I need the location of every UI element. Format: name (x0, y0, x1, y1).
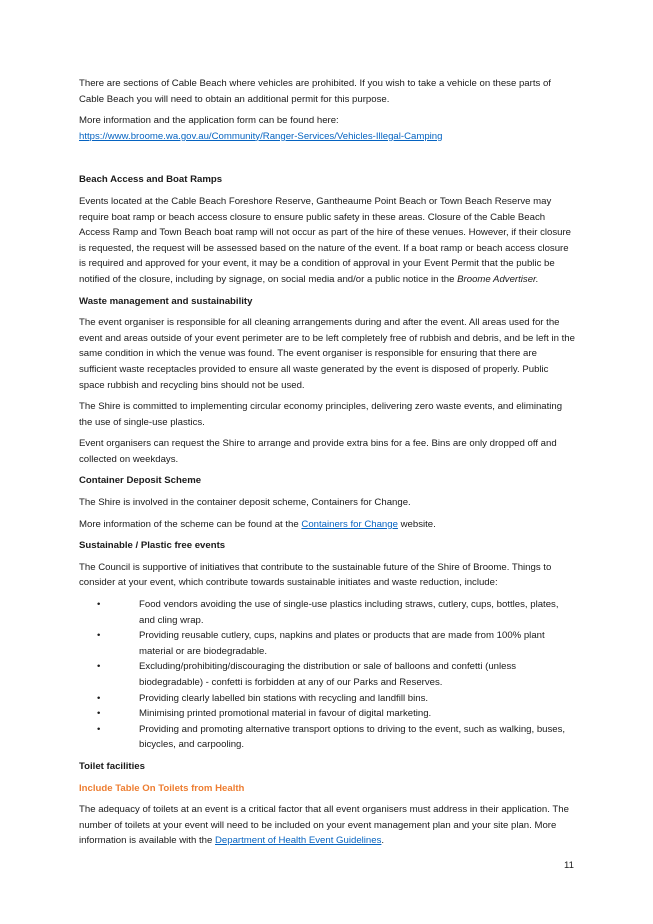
container-text-post: website. (400, 518, 436, 530)
list-item-text: Minimising printed promotional material in favour of digital marketing. (139, 708, 432, 720)
list-item (79, 597, 575, 628)
sustainable-bullet-list (79, 597, 575, 753)
document-page (79, 76, 575, 849)
list-item (79, 628, 575, 659)
beach-access-heading: Beach Access and Boat Ramps (79, 174, 223, 186)
bullet-icon: • (97, 630, 101, 642)
beach-access-text: Events located at the Cable Beach Foreshore Reserve, Gantheaume Point Beach or Town Beach Reserve may require boat ramp or beach access closure to ensure public safety in these areas. Closure of the Cable Beach Access Ramp and Town Beach boat ramp will not occur as part of the hire of these venues. However, if their closure is requested, the request will be assessed based on the nature of the event. If a boat ramp or beach access closure is required and approved for your event, it may be a condition of approval in your Event Permit that the public be notified of the closure, including by signage, on social media and/or a public notice in the (79, 195, 572, 285)
toilet-text-end: . (381, 835, 385, 847)
list-item-text: Providing and promoting alternative transport options to driving to the event, such as walking, buses, bicycles, and carpooling. (139, 723, 566, 751)
page-number: 11 (564, 860, 574, 871)
broome-advertiser-text: Broome Advertiser. (457, 273, 539, 285)
sustainable-events-heading: Sustainable / Plastic free events (79, 540, 226, 552)
bullet-icon: • (97, 692, 101, 704)
container-text-pre: More information of the scheme can be found at the (79, 518, 299, 530)
list-item (79, 659, 575, 690)
bullet-icon: • (97, 708, 101, 720)
toilet-text: The adequacy of toilets at an event is a critical factor that all event organisers must address in their application. The number of toilets at your event will need to be included on your event management plan and your site plan. More information is available with the (79, 804, 569, 847)
application-form-paragraph (79, 113, 575, 144)
bullet-icon: • (97, 599, 101, 611)
bullet-icon: • (97, 661, 101, 673)
list-item-text: Providing clearly labelled bin stations with recycling and landfill bins. (139, 692, 429, 704)
list-item (79, 691, 575, 707)
toilet-facilities-heading: Toilet facilities (79, 760, 145, 772)
list-item (79, 706, 575, 722)
list-item-text: Providing reusable cutlery, cups, napkins and plates or products that are made from 100% plant material or are biodegradable. (139, 630, 545, 657)
toilet-table-note: Include Table On Toilets from Health (79, 782, 245, 794)
list-item (79, 722, 575, 753)
container-paragraph-2 (79, 517, 575, 533)
waste-heading: Waste management and sustainability (79, 295, 253, 307)
vehicles-illegal-camping-link[interactable]: https://www.broome.wa.gov.au/Community/Ranger-Services/Vehicles-Illegal-Camping (79, 130, 443, 142)
sustainable-paragraph: The Council is supportive of initiatives that contribute to the sustainable future of the Shire of Broome. Things to consider at your event, which contribute towards sustainable initiates and waste reduction, include: (79, 561, 552, 589)
beach-access-paragraph (79, 194, 575, 288)
bullet-icon: • (97, 723, 101, 735)
vehicle-permit-paragraph: There are sections of Cable Beach where vehicles are prohibited. If you wish to take a vehicle on these parts of Cable Beach you will need to obtain an additional permit for this purpose. (79, 78, 551, 105)
toilet-paragraph (79, 802, 575, 849)
container-paragraph-1: The Shire is involved in the container deposit scheme, Containers for Change. (79, 497, 411, 509)
list-item-text: Excluding/prohibiting/discouraging the distribution or sale of balloons and confetti (unless biodegradable) - confetti is forbidden at any of our Parks and Reserves. (139, 661, 517, 688)
list-item-text: Food vendors avoiding the use of single-use plastics including straws, cutlery, cups, bottles, plates, and cling wrap. (139, 599, 559, 626)
containers-for-change-link[interactable]: Containers for Change (301, 518, 398, 530)
container-deposit-heading: Container Deposit Scheme (79, 475, 202, 487)
application-form-text: More information and the application form can be found here: (79, 115, 339, 127)
waste-paragraph-3: Event organisers can request the Shire to arrange and provide extra bins for a fee. Bins are only dropped off and collected on weekdays. (79, 438, 557, 465)
department-of-health-guidelines-link[interactable]: Department of Health Event Guidelines (215, 835, 382, 847)
waste-paragraph-1: The event organiser is responsible for all cleaning arrangements during and after the event. All areas used for the event and areas outside of your event perimeter are to be left completely free of rubbish and debris, and be left in the same condition in which the venue was found. The event organiser is responsible for ensuring that there are sufficient waste receptacles provided to ensure all waste generated by the event is disposed of properly. Public space rubbish and recycling bins should not be used. (79, 317, 575, 391)
waste-paragraph-2: The Shire is committed to implementing circular economy principles, delivering zero waste events, and eliminating the use of single-use plastics. (79, 401, 563, 428)
